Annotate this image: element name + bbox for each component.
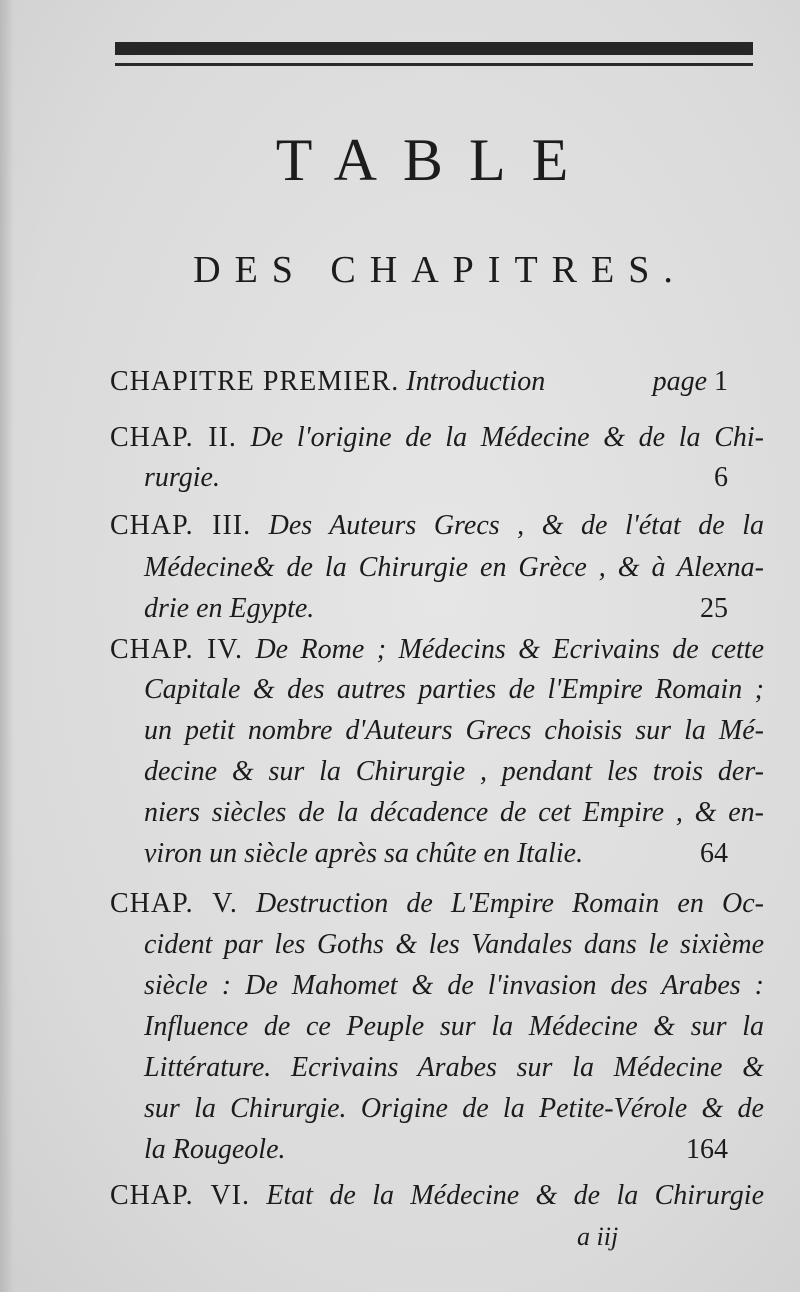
chapter-title-line: sur la Chirurgie. Origine de la Petite-Vérole & de — [144, 1093, 764, 1124]
page-number: 25 — [700, 593, 728, 624]
toc-entry-5-cont — [144, 1089, 764, 1129]
chapter-title-line: De l'origine de la Médecine & de la Chi- — [250, 422, 765, 453]
page-number: 64 — [700, 838, 728, 869]
toc-entry-3 — [110, 506, 764, 546]
header-rule-thick — [115, 42, 753, 55]
signature-mark: a iij — [577, 1222, 619, 1251]
chapter-title-line: De Rome ; Médecins & Ecrivains de cette — [255, 634, 765, 665]
toc-entry-3-cont — [144, 548, 764, 588]
chapter-label: CHAP. II. — [110, 422, 237, 453]
page-title: TABLE — [275, 127, 595, 193]
chapter-label: CHAPITRE PREMIER. — [110, 366, 400, 397]
chapter-title-line: decine & sur la Chirurgie , pendant les trois der- — [144, 756, 764, 787]
page-number — [653, 362, 728, 402]
chapter-title-line: Etat de la Médecine & de la Chirurgie — [266, 1180, 765, 1211]
toc-entry-4-cont — [144, 793, 764, 833]
toc-entry-5 — [110, 884, 764, 924]
toc-entry-4 — [110, 630, 764, 670]
toc-entry-5-cont — [144, 1130, 764, 1170]
chapter-title-line: la Rougeole. — [144, 1134, 286, 1165]
toc-entry-5-cont — [144, 925, 764, 965]
toc-entry-6 — [110, 1176, 764, 1216]
chapter-title-line: niers siècles de la décadence de cet Empire , & en- — [144, 797, 764, 828]
page-word: page — [652, 366, 707, 397]
toc-entry-2 — [110, 418, 764, 458]
chapter-title-line: siècle : De Mahomet & de l'invasion des Arabes : — [144, 970, 764, 1001]
page-number: 164 — [686, 1134, 728, 1165]
chapter-title-line: cident par les Goths & les Vandales dans le sixième — [144, 929, 764, 960]
toc-entry-4-cont — [144, 670, 764, 710]
chapter-label: CHAP. III. — [110, 510, 252, 541]
toc-entry-5-cont — [144, 1048, 764, 1088]
page-number: 6 — [714, 462, 728, 493]
chapter-title-line: drie en Egypte. — [144, 593, 315, 624]
toc-entry-5-cont — [144, 966, 764, 1006]
toc-entry-2-cont — [144, 458, 764, 498]
page-number-value: 1 — [714, 366, 728, 397]
chapter-title-line: Littérature. Ecrivains Arabes sur la Médecine & — [144, 1052, 764, 1083]
chapter-title-line: Des Auteurs Grecs , & de l'état de la — [268, 510, 765, 541]
toc-entry-4-cont — [144, 711, 764, 751]
chapter-title-line: Capitale & des autres parties de l'Empire Romain ; — [144, 674, 764, 705]
toc-entry-4-cont — [144, 752, 764, 792]
chapter-label: CHAP. VI. — [110, 1180, 250, 1211]
page-subtitle: DES CHAPITRES. — [193, 249, 687, 291]
chapter-title-line: Médecine& de la Chirurgie en Grèce , & à Alexna- — [144, 552, 764, 583]
header-rule-thin — [115, 63, 753, 66]
chapter-title-line: Destruction de L'Empire Romain en Oc- — [256, 888, 764, 919]
toc-entry-4-cont — [144, 834, 764, 874]
chapter-label: CHAP. V. — [110, 888, 238, 919]
chapter-title-line: Influence de ce Peuple sur la Médecine & sur la — [144, 1011, 764, 1042]
chapter-title-line: Introduction — [406, 366, 546, 397]
chapter-title-line: viron un siècle après sa chûte en Italie. — [144, 838, 584, 869]
chapter-title-line: rurgie. — [144, 462, 220, 493]
chapter-title-line: un petit nombre d'Auteurs Grecs choisis sur la Mé- — [144, 715, 764, 746]
toc-entry-1 — [110, 362, 764, 402]
chapter-label: CHAP. IV. — [110, 634, 243, 665]
toc-entry-3-cont — [144, 589, 764, 629]
toc-entry-5-cont — [144, 1007, 764, 1047]
